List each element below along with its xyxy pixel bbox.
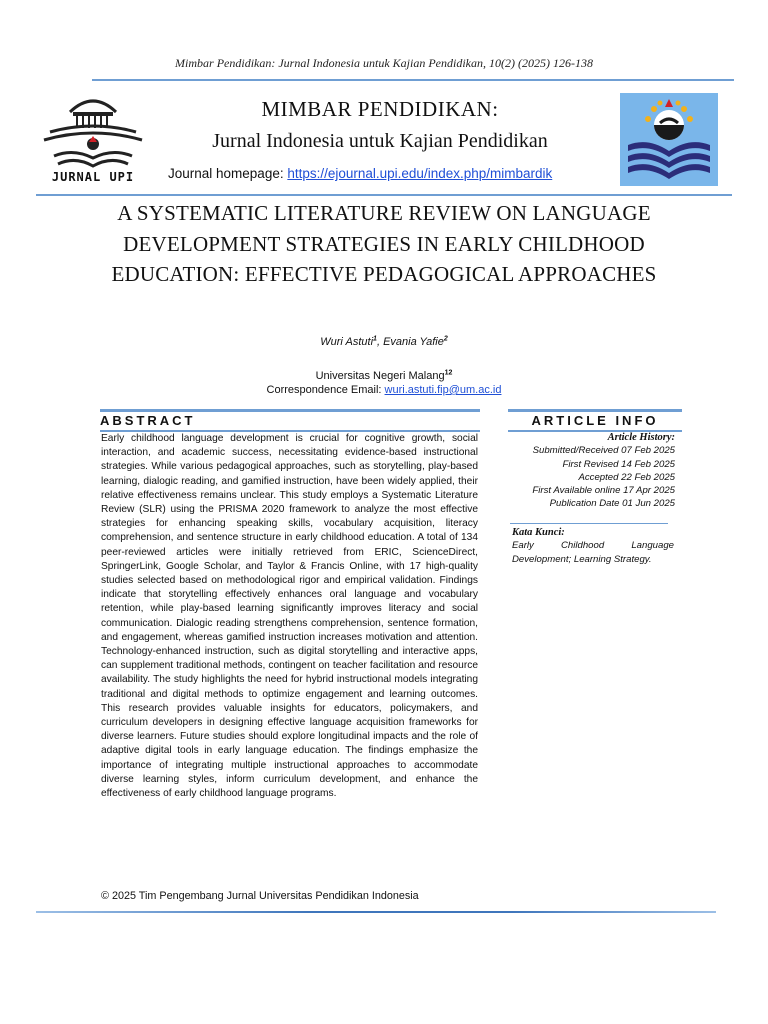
article-history-heading: Article History: (607, 432, 675, 443)
article-title: A SYSTEMATIC LITERATURE REVIEW ON LANGUAGE DEVELOPMENT STRATEGIES IN EARLY CHILDHOOD EDUCATION: EFFECTIVE PEDAGOGICAL APPROACHES (111, 201, 657, 286)
affiliation (0, 369, 768, 383)
upi-flame-book-emblem-icon (620, 93, 718, 186)
article-info-heading: ARTICLE INFO (508, 409, 682, 432)
author-separator: , (376, 336, 384, 348)
copyright-notice: © 2025 Tim Pengembang Jurnal Universitas Pendidikan Indonesia (101, 890, 419, 902)
history-item: First Revised 14 Feb 2025 (562, 458, 675, 470)
history-item: Submitted/Received 07 Feb 2025 (532, 445, 675, 457)
article-info-divider (510, 523, 668, 524)
keywords-heading: Kata Kunci: (512, 527, 565, 538)
journal-homepage (168, 166, 608, 181)
author-name: Wuri Astuti (320, 336, 374, 348)
affiliation-name: Universitas Negeri Malang (315, 370, 445, 382)
affiliation-mark: 12 (444, 369, 453, 377)
article-history (508, 431, 675, 511)
header-bottom-rule (36, 194, 732, 196)
homepage-label: Journal homepage: (168, 166, 288, 181)
journal-subtitle: Jurnal Indonesia untuk Kajian Pendidikan (212, 130, 548, 152)
footer-rule (36, 911, 716, 913)
keywords-text: Early Childhood Language Development; Learning Strategy. (512, 540, 674, 565)
history-item: Publication Date 01 Jun 2025 (549, 498, 675, 510)
header-top-rule (92, 79, 734, 81)
authors (0, 336, 768, 348)
logo-caption: JURNAL UPI (51, 170, 135, 184)
abstract-text: Early childhood language development is crucial for cognitive growth, social interaction, and academic success, necessitating evidence-based instructional strategies. While various pedagogical approaches, such as storytelling, play-based learning, dialogic reading, and gamified instruction, have been widely applied, their relative effectiveness remains unclear. This study employs a Systematic Literature Review (SLR) using the PRISMA 2020 framework to analyze the most effective strategies for enhancing speaking skills, vocabulary acquisition, literacy comprehension, and sentence structure in early childhood education. A total of 134 peer-reviewed articles were initially retrieved from ERIC, ScienceDirect, SpringerLink, Google Scholar, and Taylor & Francis Online, with 17 high-quality studies selected based on methodological rigor and empirical validation. Findings indicate that storytelling effectively enhances oral language and vocabulary retention, while play-based learning significantly improves literacy and social communication. Dialogic reading strengthens comprehension, sentence formation, and engagement, whereas gamified instruction increases motivation and attention. Technology-enhanced instruction, such as digital storytelling and interactive apps, can supplement traditional methods, contingent on teacher facilitation and resource availability. The study highlights the need for hybrid instructional models integrating traditional and digital methods to optimize engagement and learning outcomes. This research provides valuable insights for educators, policymakers, and curriculum developers in designing effective language acquisition frameworks for diverse learners. Future studies should explore longitudinal impacts and the role of adaptive digital tools in early language education. The findings emphasize the importance of integrating multiple instructional approaches to accommodate diverse learning styles, inform curriculum development, and enhance the effectiveness of early childhood language programs. (101, 433, 478, 800)
keywords-block (512, 526, 674, 566)
homepage-link[interactable]: https://ejournal.upi.edu/index.php/mimbardik (287, 166, 553, 181)
correspondence (0, 383, 768, 397)
affiliation-block (0, 369, 768, 397)
author-affiliation-mark: 1 (373, 335, 377, 343)
author-name: Evania Yafie (383, 336, 444, 348)
correspondence-email-link[interactable]: wuri.astuti.fip@um.ac.id (384, 384, 502, 396)
history-item: Accepted 22 Feb 2025 (578, 471, 675, 483)
history-item: First Available online 17 Apr 2025 (532, 485, 675, 497)
journal-title: MIMBAR PENDIDIKAN: (261, 97, 499, 121)
running-head: Mimbar Pendidikan: Jurnal Indonesia untuk Kajian Pendidikan, 10(2) (2025) 126-138 (175, 56, 593, 70)
correspondence-label: Correspondence Email: (266, 384, 385, 396)
author-affiliation-mark: 2 (443, 335, 448, 343)
abstract-heading: ABSTRACT (100, 409, 480, 432)
